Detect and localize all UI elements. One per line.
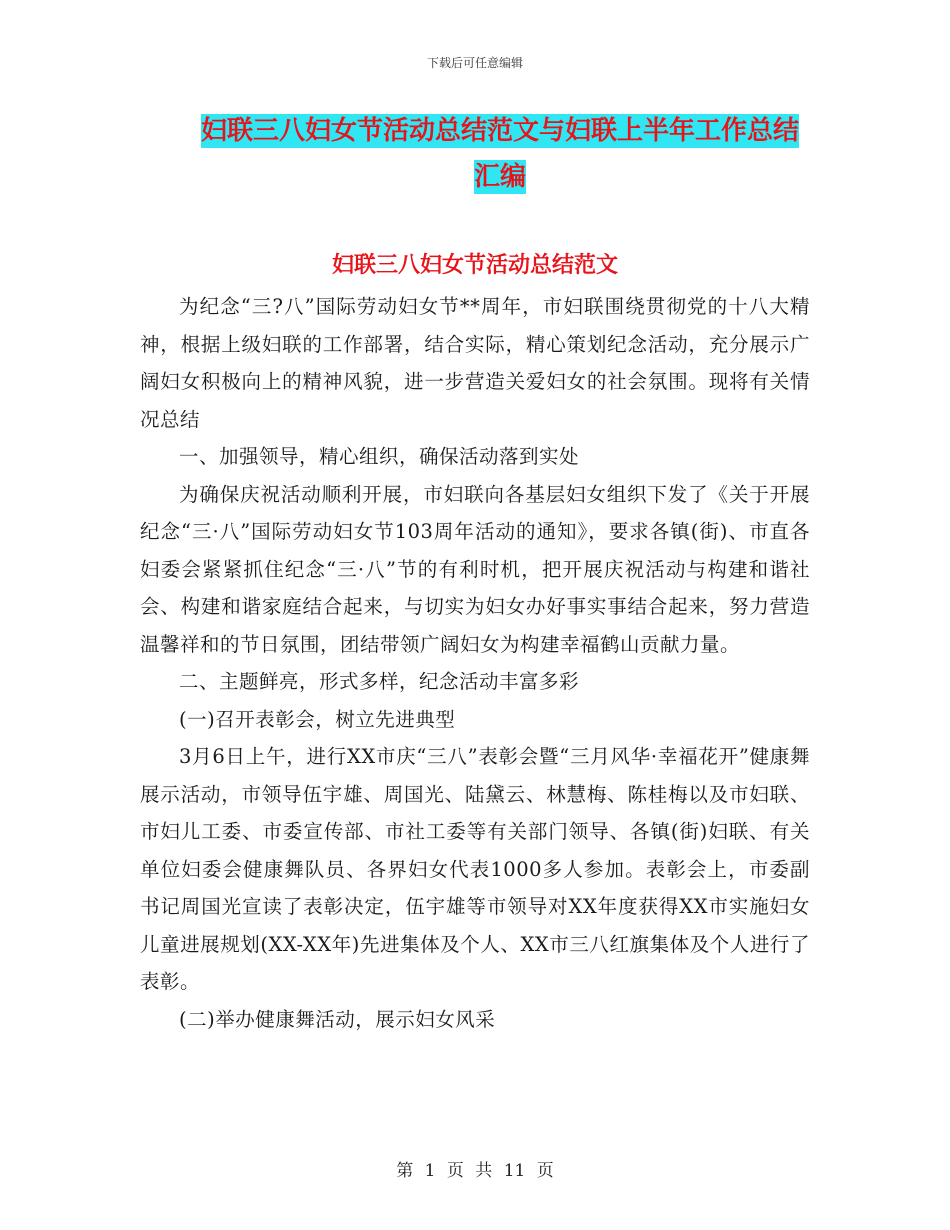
document-title-line2: 汇编 (473, 162, 526, 192)
page-footer: 第 1 页 共 11 页 (396, 1161, 554, 1181)
paragraph: 3月6日上午，进行XX市庆“三八”表彰会暨“三月风华·幸福花开”健康舞展示活动，市领导伍宇雄、周国光、陆黛云、林慧梅、陈桂梅以及市妇联、市妇儿工委、市委宣传部、市社工委等有关部门领导、各镇(街)妇联、有关单位妇委会健康舞队员、各界妇女代表1000多人参加。表彰会上，市委副书记周国光宣读了表彰决定，伍宇雄等市领导对XX年度获得XX市实施妇女儿童进展规划(XX-XX年)先进集体及个人、XX市三八红旗集体及个人进行了表彰。 (140, 745, 810, 993)
document-body (140, 288, 810, 1038)
paragraph: 二、主题鲜亮，形式多样，纪念活动丰富多彩 (179, 670, 580, 693)
section-title: 妇联三八妇女节活动总结范文 (331, 253, 618, 278)
paragraph: (一)召开表彰会，树立先进典型 (179, 707, 456, 731)
paragraph: 一、加强领导，精心组织，确保活动落到实处 (179, 445, 580, 468)
paragraph: (二)举办健康舞活动，展示妇女风采 (179, 1007, 496, 1031)
document-title-line1: 妇联三八妇女节活动总结范文与妇联上半年工作总结 (200, 116, 799, 146)
header-note: 下载后可任意编辑 (426, 56, 523, 70)
paragraph: 为纪念“三?八”国际劳动妇女节**周年，市妇联围绕贯彻党的十八大精神，根据上级妇联的工作部署，结合实际，精心策划纪念活动，充分展示广阔妇女积极向上的精神风貌，进一步营造关爱妇女的社会氛围。现将有关情况总结 (140, 295, 810, 431)
paragraph: 为确保庆祝活动顺利开展，市妇联向各基层妇女组织下发了《关于开展纪念“三·八”国际劳动妇女节103周年活动的通知》，要求各镇(街)、市直各妇委会紧紧抓住纪念“三·八”节的有利时机，把开展庆祝活动与构建和谐社会、构建和谐家庭结合起来，与切实为妇女办好事实事结合起来，努力营造温馨祥和的节日氛围，团结带领广阔妇女为构建幸福鹤山贡献力量。 (140, 482, 810, 656)
document-title (120, 108, 880, 200)
